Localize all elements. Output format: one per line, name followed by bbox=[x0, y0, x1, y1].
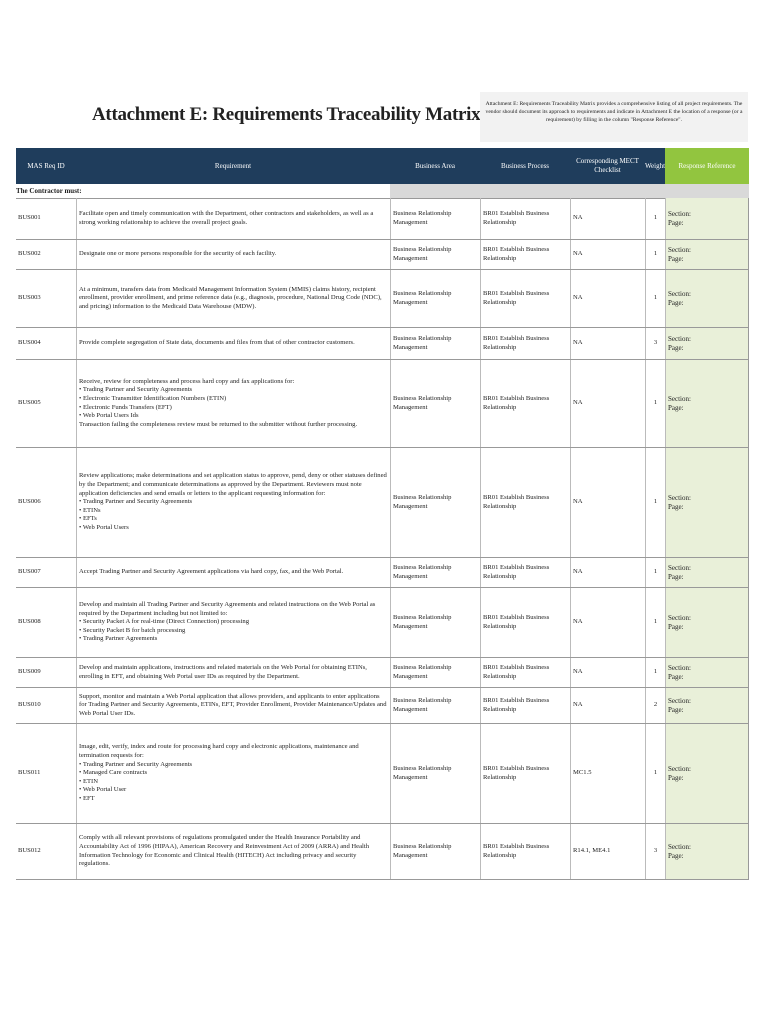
weight-cell-text: 1 bbox=[653, 498, 658, 506]
req-id-cell-text: BUS011 bbox=[18, 769, 41, 777]
req-id-cell-text: BUS007 bbox=[18, 568, 41, 576]
requirement-cell-text: Provide complete segregation of State data, documents and files from that of other contractor customers. bbox=[79, 339, 355, 347]
response-reference-cell-text: Section: Page: bbox=[668, 334, 691, 352]
section-shading bbox=[390, 184, 749, 198]
section-row bbox=[16, 184, 749, 199]
business-process-cell bbox=[480, 448, 570, 557]
req-id-cell-text: BUS005 bbox=[18, 399, 41, 407]
mect-checklist-cell-text: MC1.5 bbox=[573, 769, 592, 777]
response-reference-cell-text: Section: Page: bbox=[668, 245, 691, 263]
req-id-cell bbox=[16, 198, 76, 239]
mect-checklist-cell-text: NA bbox=[573, 214, 583, 222]
mect-checklist-cell bbox=[570, 688, 645, 723]
weight-cell-text: 1 bbox=[653, 769, 658, 777]
mect-checklist-cell bbox=[570, 558, 645, 587]
req-id-cell bbox=[16, 240, 76, 269]
mect-checklist-cell-text: NA bbox=[573, 294, 583, 302]
business-area-cell bbox=[390, 328, 480, 359]
business-process-cell bbox=[480, 724, 570, 823]
table-row bbox=[16, 688, 749, 724]
response-reference-cell-text: Section: Page: bbox=[668, 394, 691, 412]
mect-checklist-cell bbox=[570, 240, 645, 269]
req-id-cell bbox=[16, 270, 76, 327]
weight-cell bbox=[645, 558, 665, 587]
response-reference-cell-text: Section: Page: bbox=[668, 613, 691, 631]
business-process-cell bbox=[480, 270, 570, 327]
business-process-cell-text: BR01 Establish Business Relationship bbox=[483, 334, 550, 351]
requirement-cell bbox=[76, 688, 390, 723]
response-reference-cell[interactable] bbox=[665, 270, 749, 327]
mect-checklist-cell-text: NA bbox=[573, 399, 583, 407]
response-reference-cell[interactable] bbox=[665, 198, 749, 239]
table-row bbox=[16, 558, 749, 588]
mect-checklist-cell-text: NA bbox=[573, 701, 583, 709]
mect-checklist-cell bbox=[570, 824, 645, 879]
requirement-cell-text: Receive, review for completeness and process hard copy and fax applications for: • Trading Partner and Security Agreements • Electronic Transmitter Identification Numbers (ETIN) • Electronic Funds Transfers (EFT) • Web Portal Users Ids Transaction failing the completeness review must be returned to the submitter without further processing. bbox=[79, 377, 358, 428]
req-id-cell-text: BUS009 bbox=[18, 668, 41, 676]
requirement-cell-text: Image, edit, verify, index and route for processing hard copy and electronic applications, maintenance and termination requests for: • Trading Partner and Security Agreements • Managed Care contracts • ETIN • Web Portal User • EFT bbox=[79, 743, 359, 802]
req-id-cell bbox=[16, 328, 76, 359]
mect-checklist-cell-text: NA bbox=[573, 618, 583, 626]
business-process-cell-text: BR01 Establish Business Relationship bbox=[483, 245, 550, 262]
requirement-cell bbox=[76, 588, 390, 657]
weight-cell-text: 1 bbox=[653, 568, 658, 576]
weight-cell bbox=[645, 240, 665, 269]
table-row bbox=[16, 270, 749, 328]
response-reference-cell[interactable] bbox=[665, 360, 749, 447]
business-area-cell bbox=[390, 558, 480, 587]
business-area-cell bbox=[390, 658, 480, 687]
business-area-cell bbox=[390, 588, 480, 657]
weight-cell bbox=[645, 198, 665, 239]
response-reference-cell-text: Section: Page: bbox=[668, 663, 691, 681]
req-id-cell bbox=[16, 724, 76, 823]
header-business-area: Business Area bbox=[390, 148, 480, 184]
requirement-cell-text: Designate one or more persons responsible for the security of each facility. bbox=[79, 250, 277, 258]
mect-checklist-cell-text: NA bbox=[573, 498, 583, 506]
weight-cell-text: 3 bbox=[653, 847, 658, 855]
req-id-cell-text: BUS012 bbox=[18, 847, 41, 855]
business-process-cell-text: BR01 Establish Business Relationship bbox=[483, 663, 550, 680]
response-reference-cell[interactable] bbox=[665, 824, 749, 879]
business-process-cell-text: BR01 Establish Business Relationship bbox=[483, 842, 550, 859]
req-id-cell-text: BUS008 bbox=[18, 618, 41, 626]
response-reference-cell-text: Section: Page: bbox=[668, 696, 691, 714]
table-row bbox=[16, 724, 749, 824]
business-process-cell-text: BR01 Establish Business Relationship bbox=[483, 764, 550, 781]
table-row bbox=[16, 588, 749, 658]
response-reference-cell-text: Section: Page: bbox=[668, 563, 691, 581]
response-reference-cell[interactable] bbox=[665, 328, 749, 359]
requirement-cell bbox=[76, 360, 390, 447]
business-area-cell-text: Business Relationship Management bbox=[393, 394, 452, 411]
response-reference-cell-text: Section: Page: bbox=[668, 493, 691, 511]
business-area-cell-text: Business Relationship Management bbox=[393, 663, 452, 680]
req-id-cell bbox=[16, 360, 76, 447]
business-area-cell bbox=[390, 270, 480, 327]
req-id-cell bbox=[16, 448, 76, 557]
requirement-cell-text: At a minimum, transfers data from Medicaid Management Information System (MMIS) claims history, recipient enrollment, provider enrollment, and prime reference data (e.g., diagnosis, procedure, National Drug Code (NDC), and pricing) information to the Medicaid Data Warehouse (MDW). bbox=[79, 285, 382, 310]
req-id-cell-text: BUS010 bbox=[18, 701, 41, 709]
req-id-cell bbox=[16, 588, 76, 657]
req-id-cell bbox=[16, 658, 76, 687]
business-process-cell bbox=[480, 588, 570, 657]
req-id-cell bbox=[16, 558, 76, 587]
response-reference-cell-text: Section: Page: bbox=[668, 289, 691, 307]
business-process-cell-text: BR01 Establish Business Relationship bbox=[483, 696, 550, 713]
req-id-cell-text: BUS006 bbox=[18, 498, 41, 506]
req-id-cell-text: BUS002 bbox=[18, 250, 41, 258]
requirement-cell bbox=[76, 270, 390, 327]
response-reference-cell[interactable] bbox=[665, 588, 749, 657]
weight-cell bbox=[645, 448, 665, 557]
mect-checklist-cell-text: NA bbox=[573, 668, 583, 676]
weight-cell-text: 2 bbox=[653, 701, 658, 709]
header-business-process: Business Process bbox=[480, 148, 570, 184]
req-id-cell bbox=[16, 824, 76, 879]
instruction-note: Attachment E: Requirements Traceability Matrix provides a comprehensive listing of all project requirements. The vendor should document its approach to requirements and indicate in Attachment E the location of a response (or a requirement) by filling in the column "Response Reference". bbox=[480, 92, 748, 142]
req-id-cell-text: BUS004 bbox=[18, 339, 41, 347]
weight-cell bbox=[645, 328, 665, 359]
weight-cell-text: 3 bbox=[653, 339, 658, 347]
mect-checklist-cell bbox=[570, 328, 645, 359]
response-reference-cell-text: Section: Page: bbox=[668, 842, 691, 860]
requirement-cell bbox=[76, 824, 390, 879]
business-area-cell-text: Business Relationship Management bbox=[393, 764, 452, 781]
mect-checklist-cell bbox=[570, 658, 645, 687]
table-row bbox=[16, 240, 749, 270]
business-area-cell bbox=[390, 448, 480, 557]
response-reference-cell[interactable] bbox=[665, 240, 749, 269]
business-area-cell bbox=[390, 724, 480, 823]
requirement-cell-text: Support, monitor and maintain a Web Portal application that allows providers, and applicants to enter applications for Trading Partner and Security Agreements, ETINs, EFT, Provider Enrollment, Provider Maintenance/Updates and Web Portal User IDs. bbox=[79, 692, 387, 717]
business-area-cell bbox=[390, 240, 480, 269]
business-area-cell-text: Business Relationship Management bbox=[393, 563, 452, 580]
table-row bbox=[16, 328, 749, 360]
weight-cell bbox=[645, 360, 665, 447]
business-process-cell bbox=[480, 688, 570, 723]
section-label: The Contractor must: bbox=[16, 187, 82, 195]
weight-cell-text: 1 bbox=[653, 618, 658, 626]
table-row bbox=[16, 360, 749, 448]
weight-cell-text: 1 bbox=[653, 214, 658, 222]
response-reference-cell[interactable] bbox=[665, 448, 749, 557]
requirement-cell-text: Review applications; make determinations and set application status to approve, pend, deny or other statuses defined by the Department; and communicate determinations as approved by the Department. Reviewers must note application deficiencies and send emails or letters to the applicant requesting information for: • Trading Partner and Security Agreements • ETINs • EFTs • Web Portal Users bbox=[79, 472, 387, 531]
mect-checklist-cell-text: NA bbox=[573, 568, 583, 576]
business-area-cell bbox=[390, 198, 480, 239]
mect-checklist-cell bbox=[570, 360, 645, 447]
weight-cell-text: 1 bbox=[653, 399, 658, 407]
business-process-cell-text: BR01 Establish Business Relationship bbox=[483, 563, 550, 580]
business-process-cell bbox=[480, 558, 570, 587]
mect-checklist-cell-text: R14.1, ME4.1 bbox=[573, 847, 611, 855]
business-area-cell-text: Business Relationship Management bbox=[393, 334, 452, 351]
weight-cell bbox=[645, 588, 665, 657]
requirement-cell-text: Accept Trading Partner and Security Agreement applications via hard copy, fax, and the Web Portal. bbox=[79, 568, 344, 576]
business-process-cell bbox=[480, 360, 570, 447]
weight-cell-text: 1 bbox=[653, 250, 658, 258]
business-area-cell-text: Business Relationship Management bbox=[393, 209, 452, 226]
table-row bbox=[16, 448, 749, 558]
requirement-cell-text: Develop and maintain applications, instructions and related materials on the Web Portal for obtaining ETINs, enrolling in EFT, and obtaining Web Portal user IDs as required by the Department. bbox=[79, 663, 367, 680]
response-reference-cell[interactable] bbox=[665, 688, 749, 723]
response-reference-cell-text: Section: Page: bbox=[668, 209, 691, 227]
table-row bbox=[16, 824, 749, 880]
business-area-cell-text: Business Relationship Management bbox=[393, 696, 452, 713]
requirement-cell bbox=[76, 198, 390, 239]
business-area-cell-text: Business Relationship Management bbox=[393, 842, 452, 859]
table-row bbox=[16, 198, 749, 240]
header-mect-checklist: Corresponding MECT Checklist bbox=[570, 148, 645, 184]
requirement-cell bbox=[76, 328, 390, 359]
req-id-cell bbox=[16, 688, 76, 723]
business-area-cell-text: Business Relationship Management bbox=[393, 493, 452, 510]
mect-checklist-cell-text: NA bbox=[573, 250, 583, 258]
mect-checklist-cell bbox=[570, 724, 645, 823]
business-process-cell bbox=[480, 824, 570, 879]
business-area-cell-text: Business Relationship Management bbox=[393, 289, 452, 306]
business-process-cell-text: BR01 Establish Business Relationship bbox=[483, 394, 550, 411]
requirement-cell-text: Facilitate open and timely communication with the Department, other contractors and stakeholders, as well as a strong working relationship to achieve the overall project goals. bbox=[79, 209, 374, 226]
business-process-cell bbox=[480, 198, 570, 239]
header-weight: Weight bbox=[645, 148, 665, 184]
weight-cell-text: 1 bbox=[653, 294, 658, 302]
header-req-id: MAS Req ID bbox=[16, 148, 76, 184]
business-area-cell-text: Business Relationship Management bbox=[393, 613, 452, 630]
requirement-cell-text: Comply with all relevant provisions of regulations promulgated under the Health Insurance Portability and Accountability Act of 1996 (HIPAA), American Recovery and Reinvestment Act of 2009 (ARRA) and Health Information Technology for Economic and Clinical Health (HITECH) Act including privacy and security regulations. bbox=[79, 834, 370, 868]
business-process-cell-text: BR01 Establish Business Relationship bbox=[483, 493, 550, 510]
requirement-cell bbox=[76, 558, 390, 587]
weight-cell bbox=[645, 824, 665, 879]
mect-checklist-cell-text: NA bbox=[573, 339, 583, 347]
weight-cell bbox=[645, 724, 665, 823]
business-area-cell bbox=[390, 360, 480, 447]
mect-checklist-cell bbox=[570, 270, 645, 327]
weight-cell bbox=[645, 658, 665, 687]
business-area-cell bbox=[390, 688, 480, 723]
response-reference-cell[interactable] bbox=[665, 558, 749, 587]
req-id-cell-text: BUS001 bbox=[18, 214, 41, 222]
req-id-cell-text: BUS003 bbox=[18, 294, 41, 302]
business-process-cell bbox=[480, 240, 570, 269]
business-process-cell-text: BR01 Establish Business Relationship bbox=[483, 613, 550, 630]
business-process-cell-text: BR01 Establish Business Relationship bbox=[483, 209, 550, 226]
business-process-cell-text: BR01 Establish Business Relationship bbox=[483, 289, 550, 306]
response-reference-cell[interactable] bbox=[665, 724, 749, 823]
business-process-cell bbox=[480, 328, 570, 359]
business-area-cell-text: Business Relationship Management bbox=[393, 245, 452, 262]
response-reference-cell-text: Section: Page: bbox=[668, 764, 691, 782]
requirement-cell-text: Develop and maintain all Trading Partner and Security Agreements and related instructions on the Web Portal as required by the Department including but not limited to: • Security Packet A for real-time (Direct Connection) processing • Security Packet B for batch processing • Trading Partner Agreements bbox=[79, 601, 376, 643]
response-reference-cell[interactable] bbox=[665, 658, 749, 687]
header-requirement: Requirement bbox=[76, 148, 390, 184]
business-area-cell bbox=[390, 824, 480, 879]
requirement-cell bbox=[76, 724, 390, 823]
mect-checklist-cell bbox=[570, 588, 645, 657]
business-process-cell bbox=[480, 658, 570, 687]
mect-checklist-cell bbox=[570, 198, 645, 239]
requirement-cell bbox=[76, 448, 390, 557]
mect-checklist-cell bbox=[570, 448, 645, 557]
weight-cell-text: 1 bbox=[653, 668, 658, 676]
header-response-reference: Response Reference bbox=[665, 148, 749, 184]
requirement-cell bbox=[76, 240, 390, 269]
weight-cell bbox=[645, 688, 665, 723]
weight-cell bbox=[645, 270, 665, 327]
table-row bbox=[16, 658, 749, 688]
page-title: Attachment E: Requirements Traceability Matrix bbox=[92, 104, 481, 125]
requirement-cell bbox=[76, 658, 390, 687]
